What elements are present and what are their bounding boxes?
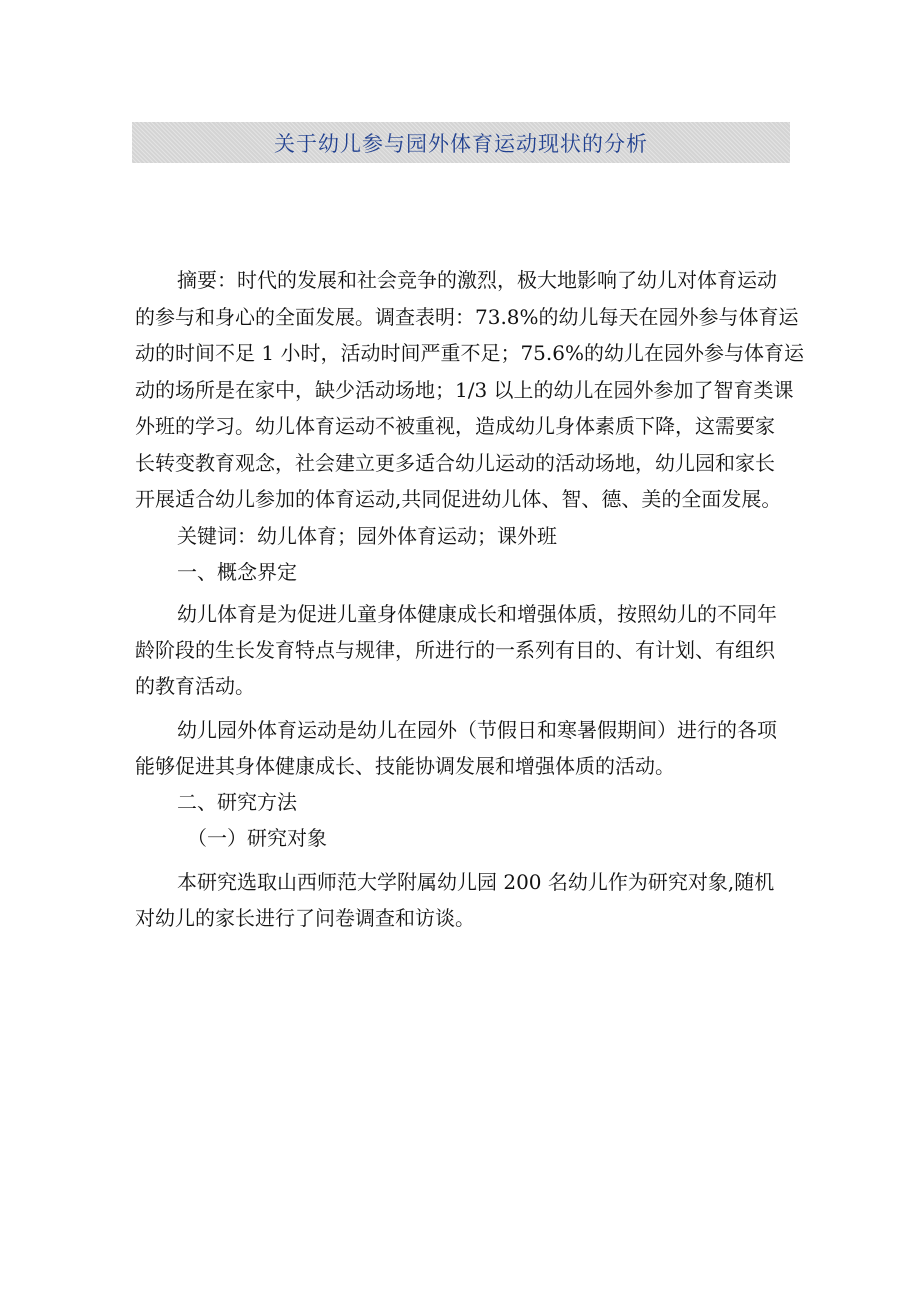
document-title: 关于幼儿参与园外体育运动现状的分析 — [274, 131, 648, 156]
title-banner — [132, 122, 790, 163]
abstract-paragraph — [135, 262, 804, 518]
definition-line: 幼儿体育是为促进儿童身体健康成长和增强体质，按照幼儿的不同年 — [177, 601, 777, 626]
definition-line: 幼儿园外体育运动是幼儿在园外（节假日和寒暑假期间）进行的各项 — [177, 717, 777, 742]
abstract-line: 长转变教育观念，社会建立更多适合幼儿运动的活动场地，幼儿园和家长 — [135, 450, 775, 475]
abstract-line: 动的时间不足 1 小时，活动时间严重不足；75.6%的幼儿在园外参与体育运 — [135, 341, 804, 365]
subjects-line: 本研究选取山西师范大学附属幼儿园 200 名幼儿作为研究对象,随机 — [177, 869, 775, 894]
document-body — [135, 262, 804, 936]
abstract-line: 摘要：时代的发展和社会竞争的激烈，极大地影响了幼儿对体育运动 — [177, 268, 777, 292]
definition-paragraph — [135, 596, 797, 704]
definition-line: 能够促进其身体健康成长、技能协调发展和增强体质的活动。 — [135, 753, 675, 778]
definition-line: 龄阶段的生长发育特点与规律，所进行的一系列有目的、有计划、有组织 — [135, 637, 775, 662]
abstract-line: 外班的学习。幼儿体育运动不被重视，造成幼儿身体素质下降，这需要家 — [135, 414, 775, 438]
keywords-line: 关键词：幼儿体育；园外体育运动；课外班 — [177, 523, 557, 548]
definition-line: 的教育活动。 — [135, 673, 255, 698]
section-heading-methods: 二、研究方法 — [177, 789, 297, 814]
abstract-line: 的参与和身心的全面发展。调查表明：73.8%的幼儿每天在园外参与体育运 — [135, 304, 799, 329]
subjects-line: 对幼儿的家长进行了问卷调查和访谈。 — [135, 905, 475, 930]
subsection-heading-subjects: （一）研究对象 — [187, 825, 327, 850]
abstract-line: 开展适合幼儿参加的体育运动,共同促进幼儿体、智、德、美的全面发展。 — [135, 487, 782, 511]
subjects-paragraph — [135, 864, 797, 936]
section-heading-concepts: 一、概念界定 — [177, 559, 297, 584]
definition-paragraph — [135, 712, 797, 784]
abstract-line: 动的场所是在家中，缺少活动场地；1/3 以上的幼儿在园外参加了智育类课 — [135, 377, 794, 402]
